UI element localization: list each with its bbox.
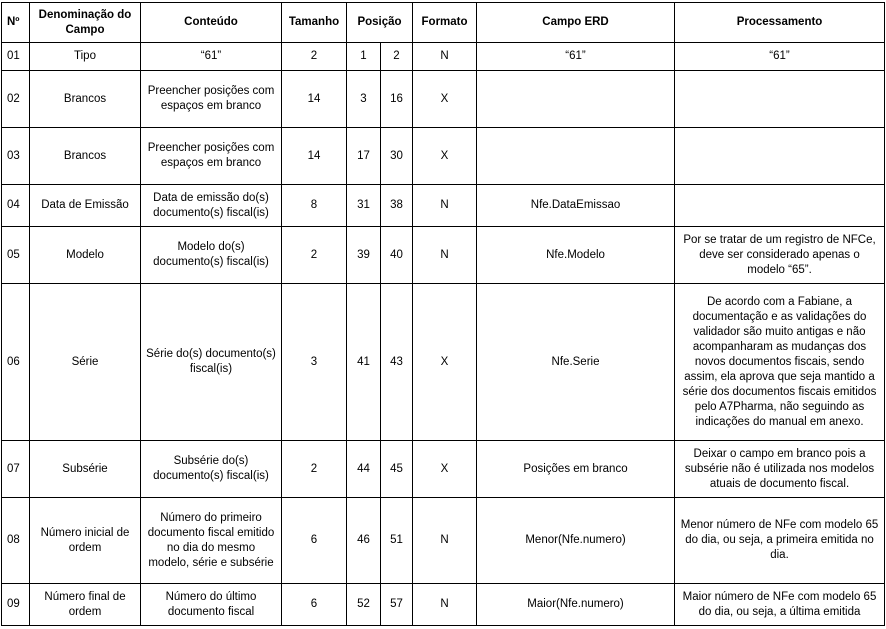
cell-erd: Nfe.Modelo <box>477 227 675 284</box>
cell-start: 1 <box>347 43 381 71</box>
cell-content: Modelo do(s) documento(s) fiscal(is) <box>141 227 282 284</box>
table-row <box>2 498 885 584</box>
cell-processing <box>675 185 885 227</box>
cell-content: Data de emissão do(s) documento(s) fiscal(is) <box>141 185 282 227</box>
cell-format: N <box>413 498 477 584</box>
table-row <box>2 185 885 227</box>
cell-format: X <box>413 71 477 128</box>
table-row <box>2 284 885 441</box>
cell-size: 6 <box>282 498 347 584</box>
cell-num: 07 <box>2 441 30 498</box>
cell-format: X <box>413 284 477 441</box>
cell-content: Número do primeiro documento fiscal emitido no dia do mesmo modelo, série e subsérie <box>141 498 282 584</box>
cell-start: 44 <box>347 441 381 498</box>
cell-erd: “61” <box>477 43 675 71</box>
cell-processing: Maior número de NFe com modelo 65 do dia, ou seja, a última emitida <box>675 584 885 626</box>
cell-end: 38 <box>381 185 413 227</box>
cell-num: 08 <box>2 498 30 584</box>
cell-start: 31 <box>347 185 381 227</box>
cell-num: 04 <box>2 185 30 227</box>
cell-end: 2 <box>381 43 413 71</box>
cell-end: 40 <box>381 227 413 284</box>
table-row <box>2 128 885 185</box>
cell-start: 3 <box>347 71 381 128</box>
cell-num: 06 <box>2 284 30 441</box>
cell-size: 2 <box>282 43 347 71</box>
cell-format: N <box>413 185 477 227</box>
cell-erd: Nfe.Serie <box>477 284 675 441</box>
cell-size: 14 <box>282 128 347 185</box>
cell-num: 05 <box>2 227 30 284</box>
cell-start: 17 <box>347 128 381 185</box>
cell-end: 51 <box>381 498 413 584</box>
header-row <box>2 3 885 43</box>
cell-content: Série do(s) documento(s) fiscal(is) <box>141 284 282 441</box>
cell-erd: Posições em branco <box>477 441 675 498</box>
cell-name: Brancos <box>30 128 141 185</box>
cell-processing: “61” <box>675 43 885 71</box>
table-row <box>2 227 885 284</box>
cell-size: 6 <box>282 584 347 626</box>
table-row <box>2 43 885 71</box>
cell-start: 52 <box>347 584 381 626</box>
header-erd: Campo ERD <box>477 3 675 43</box>
cell-size: 2 <box>282 441 347 498</box>
header-num: Nº <box>2 3 30 43</box>
cell-size: 8 <box>282 185 347 227</box>
cell-start: 39 <box>347 227 381 284</box>
cell-processing <box>675 71 885 128</box>
cell-erd <box>477 128 675 185</box>
cell-erd: Menor(Nfe.numero) <box>477 498 675 584</box>
cell-content: Número do último documento fiscal <box>141 584 282 626</box>
cell-name: Data de Emissão <box>30 185 141 227</box>
cell-num: 03 <box>2 128 30 185</box>
cell-size: 14 <box>282 71 347 128</box>
cell-content: Preencher posições com espaços em branco <box>141 128 282 185</box>
cell-name: Série <box>30 284 141 441</box>
cell-processing <box>675 128 885 185</box>
cell-name: Brancos <box>30 71 141 128</box>
cell-end: 43 <box>381 284 413 441</box>
cell-content: Subsérie do(s) documento(s) fiscal(is) <box>141 441 282 498</box>
cell-format: N <box>413 227 477 284</box>
cell-content: Preencher posições com espaços em branco <box>141 71 282 128</box>
cell-format: X <box>413 441 477 498</box>
header-name: Denominação do Campo <box>30 3 141 43</box>
cell-end: 57 <box>381 584 413 626</box>
cell-start: 46 <box>347 498 381 584</box>
table-row <box>2 71 885 128</box>
cell-num: 09 <box>2 584 30 626</box>
cell-format: X <box>413 128 477 185</box>
header-format: Formato <box>413 3 477 43</box>
cell-num: 02 <box>2 71 30 128</box>
cell-name: Número final de ordem <box>30 584 141 626</box>
cell-processing: Menor número de NFe com modelo 65 do dia, ou seja, a primeira emitida no dia. <box>675 498 885 584</box>
cell-name: Subsérie <box>30 441 141 498</box>
cell-processing: Por se tratar de um registro de NFCe, deve ser considerado apenas o modelo “65”. <box>675 227 885 284</box>
cell-format: N <box>413 43 477 71</box>
header-processing: Processamento <box>675 3 885 43</box>
cell-start: 41 <box>347 284 381 441</box>
header-size: Tamanho <box>282 3 347 43</box>
cell-name: Modelo <box>30 227 141 284</box>
cell-end: 30 <box>381 128 413 185</box>
cell-num: 01 <box>2 43 30 71</box>
cell-size: 3 <box>282 284 347 441</box>
cell-name: Número inicial de ordem <box>30 498 141 584</box>
cell-size: 2 <box>282 227 347 284</box>
cell-processing: De acordo com a Fabiane, a documentação e as validações do validador são muito antigas e não acompanharam as mudanças dos novos documentos fiscais, sendo assim, ela aprova que seja mantido a série dos documentos fiscais emitidos pelo A7Pharma, não seguindo as indicações do manual em anexo. <box>675 284 885 441</box>
cell-end: 45 <box>381 441 413 498</box>
cell-processing: Deixar o campo em branco pois a subsérie não é utilizada nos modelos atuais de documento fiscal. <box>675 441 885 498</box>
field-spec-table <box>1 2 885 626</box>
cell-end: 16 <box>381 71 413 128</box>
cell-erd: Nfe.DataEmissao <box>477 185 675 227</box>
table-row <box>2 584 885 626</box>
table-row <box>2 441 885 498</box>
cell-content: “61” <box>141 43 282 71</box>
header-content: Conteúdo <box>141 3 282 43</box>
cell-name: Tipo <box>30 43 141 71</box>
cell-erd: Maior(Nfe.numero) <box>477 584 675 626</box>
header-position: Posição <box>347 3 413 43</box>
cell-format: N <box>413 584 477 626</box>
cell-erd <box>477 71 675 128</box>
